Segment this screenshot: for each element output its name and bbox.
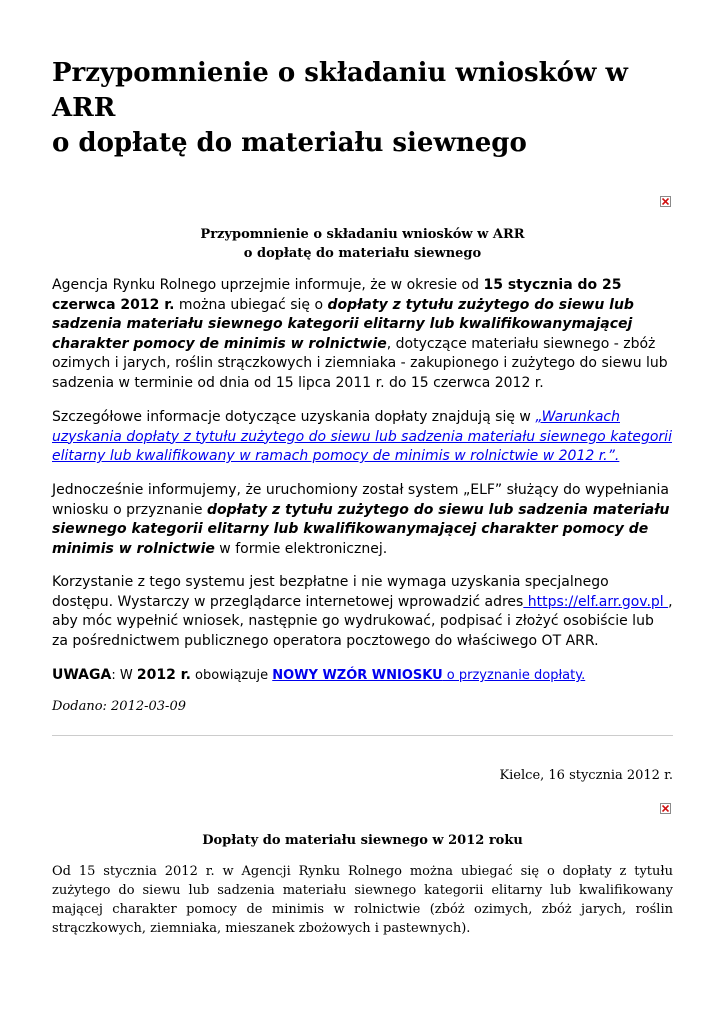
broken-image-icon <box>660 196 671 207</box>
section-heading-line-1: Przypomnienie o składaniu wniosków w ARR <box>200 227 525 242</box>
new-form-link[interactable]: NOWY WZÓR WNIOSKU o przyznanie dopłaty. <box>272 668 586 683</box>
elf-text-1: Jednocześnie informujemy, że uruchomiony został system „ELF” służący do wypełniania wniosku o przyznanie <box>52 482 669 518</box>
paragraph-access <box>52 573 673 651</box>
date-added: Dodano: 2012-03-09 <box>52 699 186 714</box>
intro-text-3: , dotyczące materiału siewnego - zbóż ozimych i jarych, roślin strączkowych i ziemniaka - zakupionego i zużytego do siewu lub sadzenia w terminie od dnia od 15 lipca 2011 r. do 15 czerwca 2012 r. <box>52 335 668 391</box>
elf-url-link[interactable]: https://elf.arr.gov.pl <box>523 593 669 610</box>
elf-subsidy-name: dopłaty z tytułu zużytego do siewu lub sadzenia materiału siewnego kategorii elitarny lub kwalifikowanymającej charakter pomocy de minimis w rolnictwie <box>52 501 670 557</box>
section-2-heading: Dopłaty do materiału siewnego w 2012 roku <box>202 833 523 848</box>
letter-date: Kielce, 16 stycznia 2012 r. <box>499 768 673 783</box>
access-text-2: , aby móc wypełnić wniosek, następnie go wydrukować, podpisać i złożyć osobiście lub za pośrednictwem publicznego operatora pocztowego do właściwego OT ARR. <box>52 593 673 649</box>
divider <box>52 735 673 736</box>
section-2-body: Od 15 stycznia 2012 r. w Agencji Rynku Rolnego można ubiegać się o dopłaty z tytułu zużytego do siewu lub sadzenia materiału siewnego kategorii elitarny lub kwalifikowany mającej charakter pomocy de minimis w rolnictwie (zbóż ozimych, zbóż jarych, roślin strączkowych, ziemniaka, mieszanek zbożowych i pastewnych). <box>52 864 673 936</box>
page-title-line-1: Przypomnienie o składaniu wniosków w ARR <box>52 58 628 123</box>
notice-year: 2012 r. <box>136 667 191 683</box>
paragraph-details <box>52 408 673 467</box>
page-title <box>52 56 692 161</box>
notice-text-1: : W <box>111 668 137 683</box>
conditions-link[interactable]: „Warunkach uzyskania dopłaty z tytułu zużytego do siewu lub sadzenia materiału siewnego kategorii elitarny lub kwalifikowany w ramach pomocy de minimis w rolnictwie w 2012 r.”. <box>52 409 672 464</box>
notice <box>52 666 673 685</box>
section-heading <box>52 225 673 263</box>
details-text: Szczegółowe informacje dotyczące uzyskania dopłaty znajdują się w <box>52 409 536 425</box>
page-title-line-2: o dopłatę do materiału siewnego <box>52 128 527 158</box>
notice-text-2: obowiązuje <box>190 668 273 683</box>
intro-subsidy-name: dopłaty z tytułu zużytego do siewu lub sadzenia materiału siewnego kategorii elitarny lub kwalifikowanymającej charakter pomocy de minimis w rolnictwie <box>52 296 634 352</box>
access-text-1: Korzystanie z tego systemu jest bezpłatne i nie wymaga uzyskania specjalnego dostępu. Wystarczy w przeglądarce internetowej wprowadzić adres <box>52 574 609 610</box>
section-heading-line-2: o dopłatę do materiału siewnego <box>243 246 482 261</box>
notice-label: UWAGA <box>52 667 112 683</box>
paragraph-elf <box>52 481 673 559</box>
intro-text-2: można ubiegać się o <box>174 296 328 313</box>
broken-image-icon <box>660 803 671 814</box>
paragraph-intro <box>52 276 673 393</box>
intro-period: 15 stycznia do 25 czerwca 2012 r. <box>52 277 622 313</box>
intro-text-1: Agencja Rynku Rolnego uprzejmie informuje, że w okresie od <box>52 277 484 293</box>
elf-text-2: w formie elektronicznej. <box>214 540 388 557</box>
